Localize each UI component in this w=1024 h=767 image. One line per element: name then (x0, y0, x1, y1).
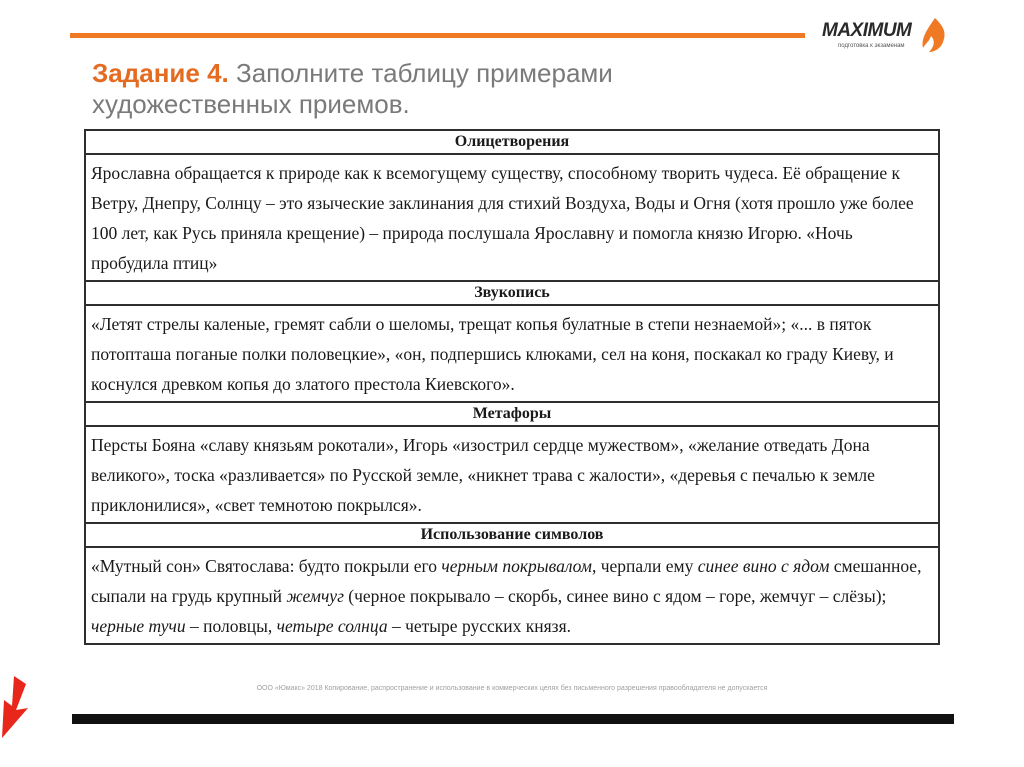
symbol-phrase: черные тучи (91, 616, 186, 636)
table-section-heading-row (85, 281, 939, 305)
text-fragment: Ярославна обращается к природе как к всемогущему существу, способному творить чудеса. Её обращение к Ветру, Днепру, Солнцу – это языческие заклинания для стихий Воздуха, Воды и Огня (хотя прошло уже более 100 лет, как Русь приняла крещение) – природа послушала Ярославну и помогла князю Игорю. «Ночь пробудила птиц» (91, 163, 914, 273)
section-examples (85, 547, 939, 644)
text-fragment: «Летят стрелы каленые, гремят сабли о шеломы, трещат копья булатные в степи незнаемой»; «... в пяток потопташа поганые полки половецкие», «он, подпершись клюками, сел на коня, поскакал ко граду Киеву, и коснулся древком копья до златого престола Киевского». (91, 314, 894, 394)
table-section-body-row (85, 547, 939, 644)
red-arrow-icon (0, 676, 34, 738)
table-section-heading-row (85, 130, 939, 154)
text-fragment: – половцы, (185, 616, 277, 636)
symbol-phrase: черным покрывалом (441, 556, 592, 576)
text-fragment: – четыре русских князя. (387, 616, 571, 636)
table-section-body-row (85, 426, 939, 523)
top-orange-rule (70, 33, 805, 38)
task-number: Задание 4. (92, 58, 229, 88)
brand-tagline: подготовка к экзаменам (838, 43, 905, 49)
section-heading: Звукопись (85, 281, 939, 305)
symbol-phrase: жемчуг (286, 586, 344, 606)
task-text: Заполните таблицу примерами художественных приемов. (92, 58, 613, 119)
table-section-heading-row (85, 402, 939, 426)
text-fragment: смешанное, сыпали на грудь крупный (91, 556, 922, 606)
bottom-black-rule (72, 714, 954, 724)
examples-table (84, 129, 940, 645)
symbol-phrase: четыре солнца (276, 616, 388, 636)
section-examples (85, 305, 939, 402)
section-examples (85, 426, 939, 523)
copyright-note: ООО «Юмакс» 2018 Копирование, распространение и использование в коммерческих целях без письменного разрешения правообладателя не допускается (256, 685, 768, 692)
section-examples (85, 154, 939, 281)
text-fragment: , черпали ему (591, 556, 698, 576)
orange-flame-logo-icon (921, 18, 947, 52)
text-fragment: «Мутный сон» Святослава: будто покрыли его (91, 556, 442, 576)
text-fragment: (черное покрывало – скорбь, синее вино с ядом – горе, жемчуг – слёзы); (343, 586, 887, 606)
section-heading: Олицетворения (85, 130, 939, 154)
section-heading: Метафоры (85, 402, 939, 426)
symbol-phrase: синее вино с ядом (697, 556, 830, 576)
table-section-heading-row (85, 523, 939, 547)
table-section-body-row (85, 154, 939, 281)
table-section-body-row (85, 305, 939, 402)
brand-logo (818, 16, 948, 54)
text-fragment: Персты Бояна «славу князьям рокотали», Игорь «изострил сердце мужеством», «желание отведать Дона великого», тоска «разливается» по Русской земле, «никнет трава с жалости», «деревья с печалью к земле приклонилися», «свет темнотою покрылся». (91, 435, 875, 515)
brand-name: MAXIMUM (822, 20, 912, 41)
task-heading (92, 58, 792, 120)
section-heading: Использование символов (85, 523, 939, 547)
